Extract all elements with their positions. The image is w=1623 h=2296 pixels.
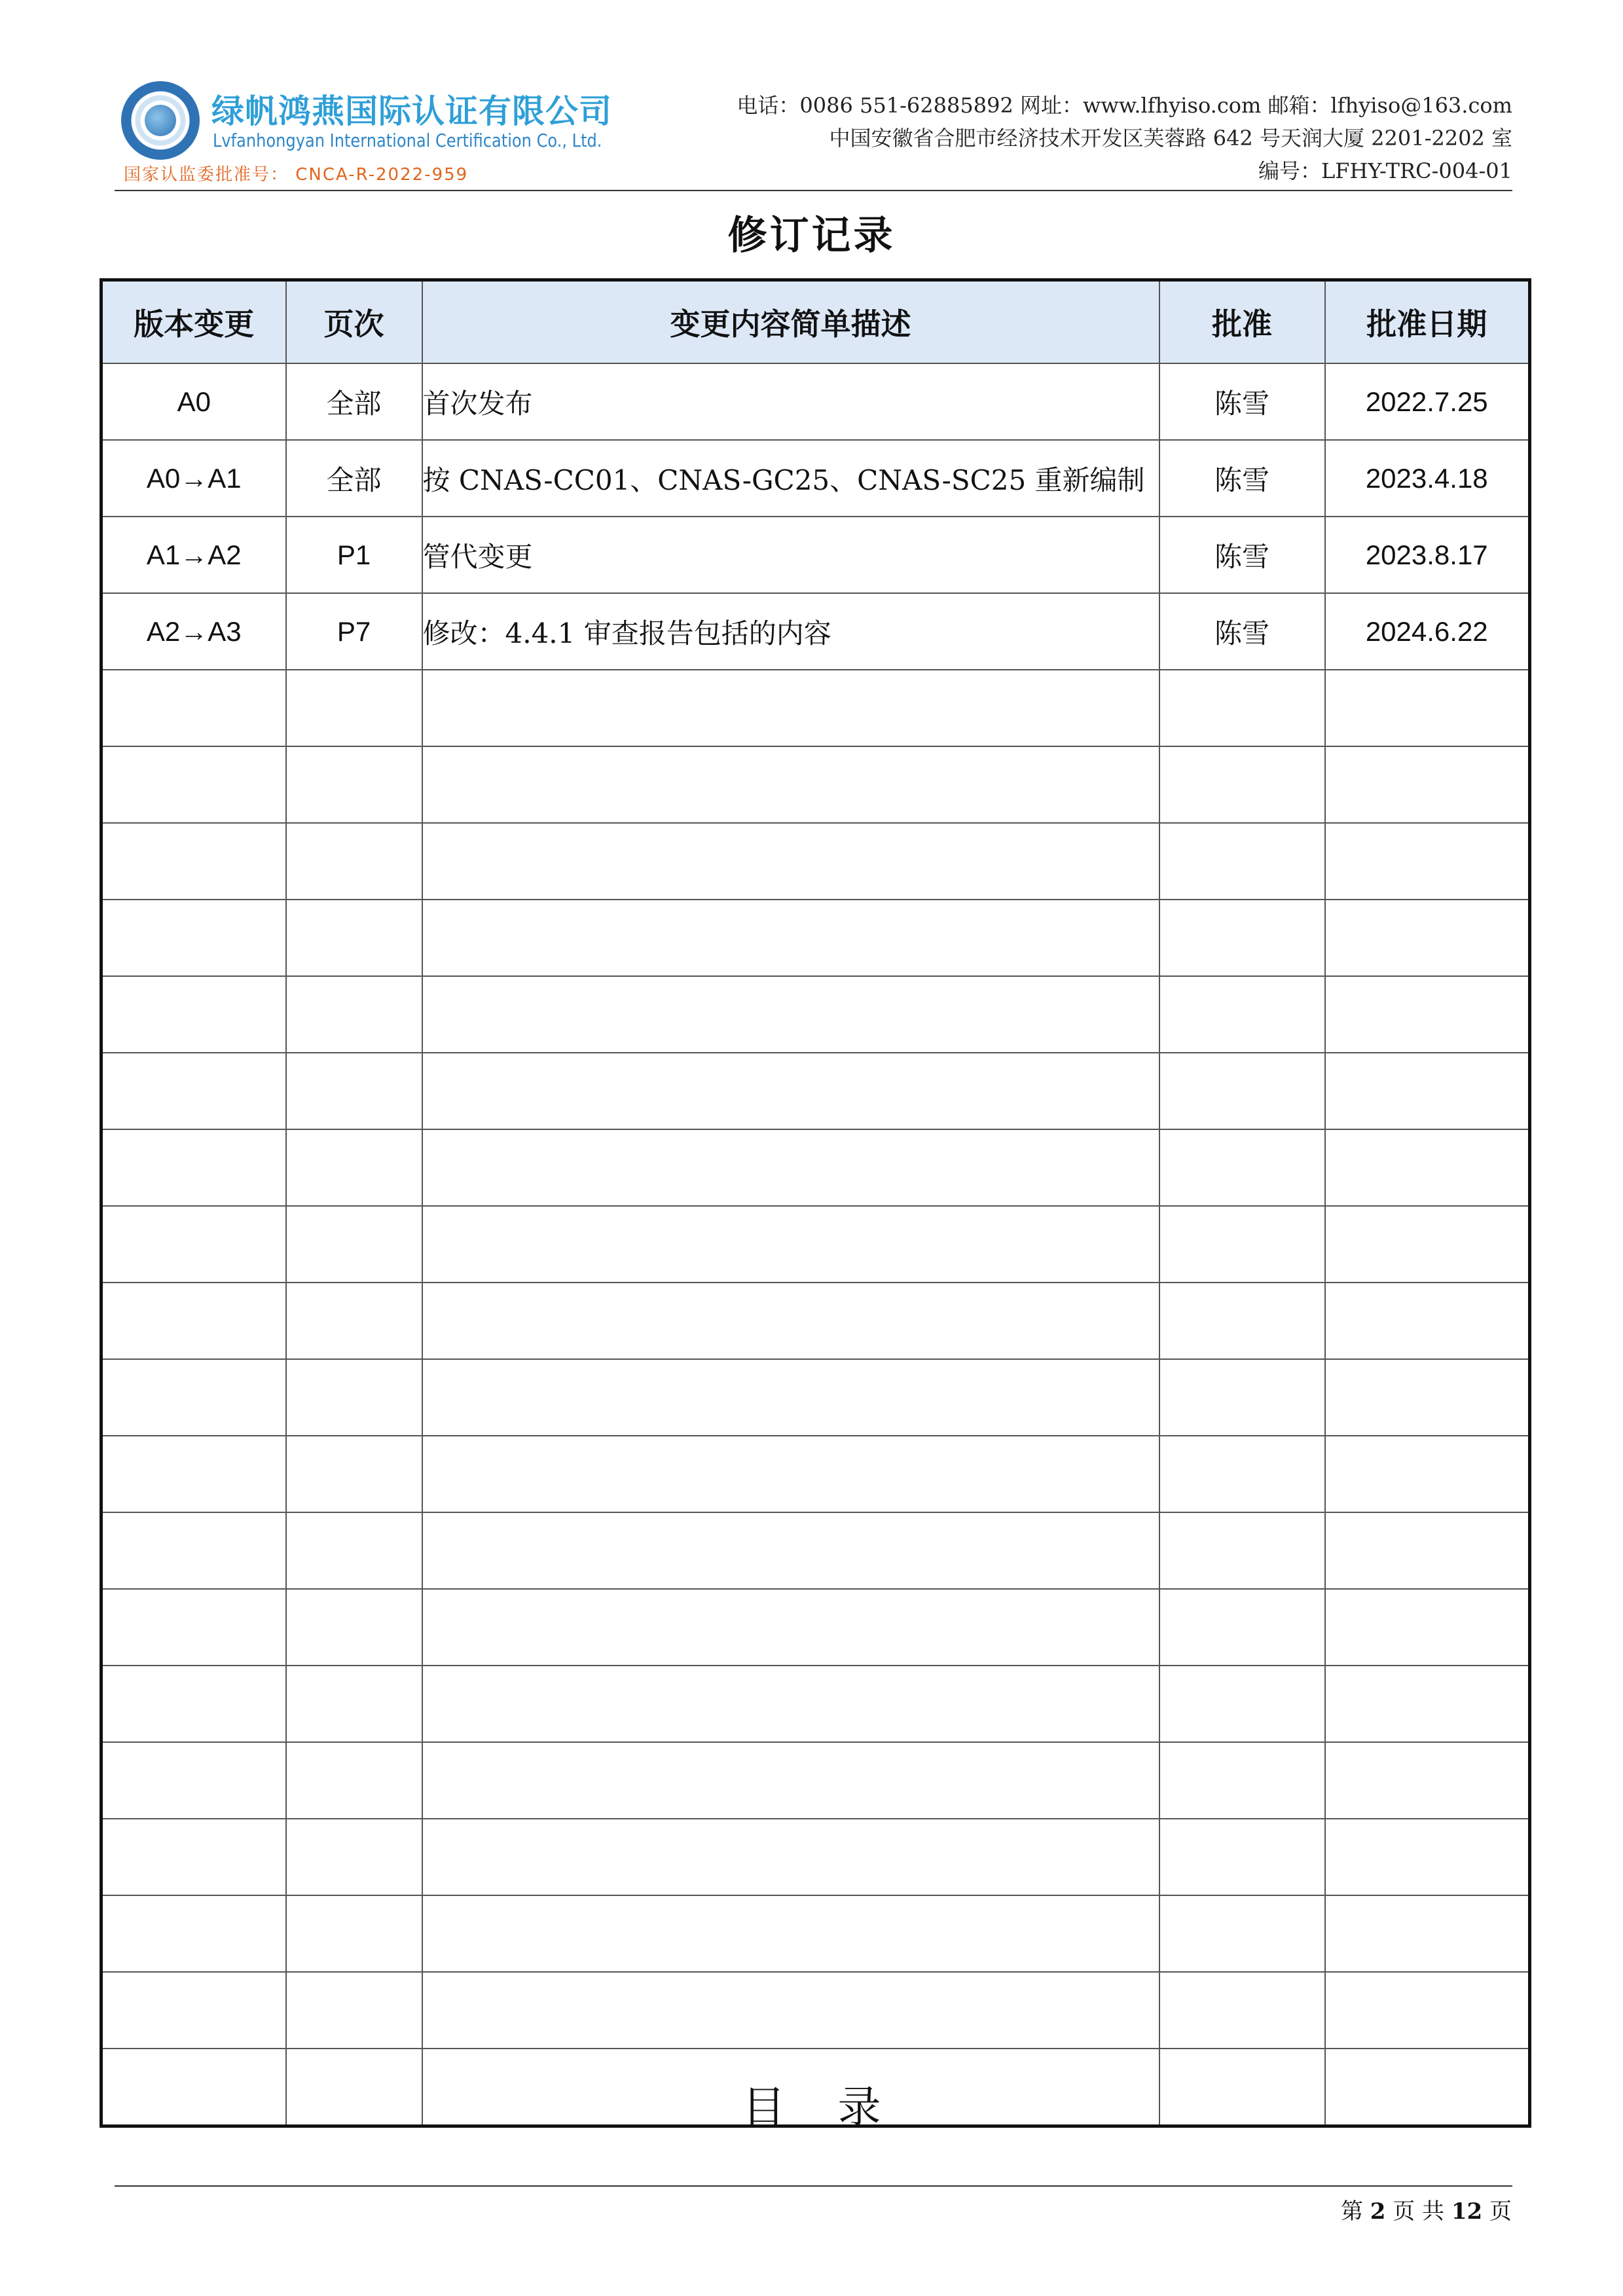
table-row bbox=[101, 517, 1530, 593]
table-row-empty bbox=[101, 1436, 1530, 1512]
cell-date: 2022.7.25 bbox=[1325, 363, 1530, 440]
table-row-empty bbox=[101, 1819, 1530, 1895]
current-page: 2 bbox=[1370, 2198, 1386, 2225]
page-header bbox=[115, 77, 1512, 189]
contact-block bbox=[737, 89, 1512, 187]
table-row-empty bbox=[101, 823, 1530, 900]
header-page: 页次 bbox=[286, 280, 422, 364]
cell-page: P7 bbox=[286, 593, 422, 670]
company-name-cn: 绿帆鸿燕国际认证有限公司 bbox=[211, 92, 612, 130]
company-name-en: Lvfanhongyan International Certification Co., Ltd. bbox=[213, 130, 602, 151]
total-pages: 12 bbox=[1451, 2198, 1483, 2225]
page-number bbox=[1341, 2193, 1512, 2225]
approval-number: 国家认监委批准号： CNCA-R-2022-959 bbox=[124, 165, 469, 185]
cell-version: A0→A1 bbox=[101, 440, 286, 517]
table-row-empty bbox=[101, 1666, 1530, 1742]
cell-page: 全部 bbox=[286, 363, 422, 440]
table-row-empty bbox=[101, 746, 1530, 823]
cell-date: 2024.6.22 bbox=[1325, 593, 1530, 670]
table-row-empty bbox=[101, 1972, 1530, 2049]
document-number: 编号：LFHY-TRC-004-01 bbox=[1258, 158, 1512, 183]
table-row-empty bbox=[101, 1359, 1530, 1436]
cell-version: A0 bbox=[101, 363, 286, 440]
page-prefix: 第 bbox=[1340, 2198, 1363, 2225]
cell-page: 全部 bbox=[286, 440, 422, 517]
cell-approver: 陈雪 bbox=[1159, 517, 1325, 593]
cell-date: 2023.4.18 bbox=[1325, 440, 1530, 517]
page-middle: 页 共 bbox=[1393, 2198, 1445, 2225]
table-row-empty bbox=[101, 1053, 1530, 1129]
page-suffix: 页 bbox=[1489, 2198, 1512, 2225]
toc-heading: 目录 bbox=[742, 2082, 934, 2132]
page-title: 修订记录 bbox=[727, 213, 896, 259]
cell-page: P1 bbox=[286, 517, 422, 593]
table-row-empty bbox=[101, 1206, 1530, 1283]
cell-date: 2023.8.17 bbox=[1325, 517, 1530, 593]
footer-divider bbox=[115, 2185, 1512, 2187]
company-logo-icon bbox=[121, 81, 200, 160]
table-row-empty bbox=[101, 670, 1530, 746]
table-row-empty bbox=[101, 1895, 1530, 1972]
table-row-empty bbox=[101, 900, 1530, 976]
table-row-empty bbox=[101, 1589, 1530, 1666]
table-row-empty bbox=[101, 1283, 1530, 1359]
header-description: 变更内容简单描述 bbox=[422, 280, 1159, 364]
table-row bbox=[101, 363, 1530, 440]
table-row bbox=[101, 440, 1530, 517]
table-row-empty bbox=[101, 1742, 1530, 1819]
cell-version: A1→A2 bbox=[101, 517, 286, 593]
revision-table bbox=[100, 278, 1531, 2128]
contact-address: 中国安徽省合肥市经济技术开发区芙蓉路 642 号天润大厦 2201-2202 室 bbox=[829, 126, 1512, 151]
cell-description: 首次发布 bbox=[422, 363, 1159, 440]
contact-phone-web-email: 电话：0086 551-62885892 网址：www.lfhyiso.com 邮箱：lfhyiso@163.com bbox=[737, 93, 1512, 118]
table-row-empty bbox=[101, 1129, 1530, 1206]
cell-description: 修改：4.4.1 审查报告包括的内容 bbox=[422, 593, 1159, 670]
table-header-row bbox=[101, 280, 1530, 364]
cell-description: 管代变更 bbox=[422, 517, 1159, 593]
cell-version: A2→A3 bbox=[101, 593, 286, 670]
table-row-empty bbox=[101, 976, 1530, 1053]
header-version: 版本变更 bbox=[101, 280, 286, 364]
header-date: 批准日期 bbox=[1325, 280, 1530, 364]
table-row bbox=[101, 593, 1530, 670]
cell-approver: 陈雪 bbox=[1159, 440, 1325, 517]
cell-approver: 陈雪 bbox=[1159, 593, 1325, 670]
cell-description: 按 CNAS-CC01、CNAS-GC25、CNAS-SC25 重新编制 bbox=[422, 440, 1159, 517]
header-divider bbox=[115, 190, 1512, 191]
header-approver: 批准 bbox=[1159, 280, 1325, 364]
table-row-empty bbox=[101, 1512, 1530, 1589]
cell-approver: 陈雪 bbox=[1159, 363, 1325, 440]
